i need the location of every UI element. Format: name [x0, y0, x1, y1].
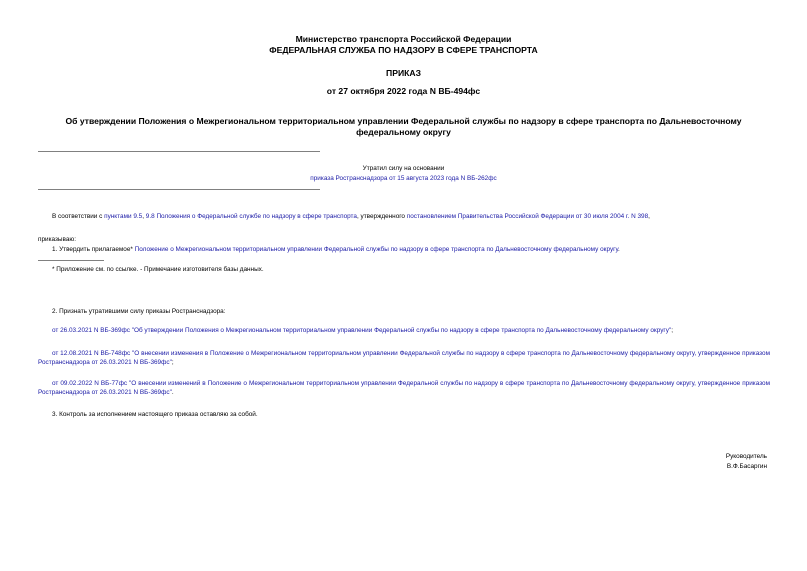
repealed-order-1-link[interactable]: от 26.03.2021 N ВБ-369фс "Об утверждении Положения о Межрегиональном территориальном управлении Федеральной службы по надзору в сфере транспорта по Дальневосточному федеральному округу" [52, 327, 672, 334]
repealed-order-3-link[interactable]: от 09.02.2022 N ВБ-77фс "О внесении изменений в Положение о Межрегиональном территориальном управлении Федеральной службы по надзору в сфере транспорта по Дальневосточному федеральному округу, утвержденное приказом Ространснадзора от 26.03.2021 N ВБ-369фс" [38, 380, 770, 396]
preamble-link-regulation[interactable]: 9.8 Положения о Федеральной службе по надзору в сфере транспорта [145, 213, 357, 220]
order-word: приказываю: [38, 236, 76, 243]
repealed-order-3-end: . [171, 389, 174, 396]
repealed-order-2-end: ; [171, 359, 174, 366]
footnote-divider [38, 260, 104, 261]
preamble-text: , [648, 213, 650, 220]
signature-name: В.Ф.Басаргин [726, 463, 767, 470]
repealed-order-3 [38, 379, 770, 397]
preamble [52, 212, 650, 221]
lost-force-note: Утратил силу на основании [362, 165, 445, 172]
document-title: Об утверждении Положения о Межрегиональном территориальном управлении Федеральной службы по надзору в сфере транспорта по Дальневосточному федеральному округу [65, 116, 742, 137]
item-2: 2. Признать утратившими силу приказы Ространснадзора: [52, 308, 226, 315]
item-1-end: . [618, 246, 620, 253]
divider-bottom [38, 189, 320, 190]
repealed-order-1 [52, 326, 673, 335]
ministry-name: Министерство транспорта Российской Федерации [295, 34, 512, 44]
repealed-order-1-end: ; [671, 327, 673, 334]
preamble-text: , [142, 213, 146, 220]
document-date-number: от 27 октября 2022 года N ВБ-494фс [326, 86, 481, 96]
footnote: * Приложение см. по ссылке. - Примечание изготовителя базы данных. [52, 266, 264, 273]
divider-top [38, 151, 320, 152]
service-name: ФЕДЕРАЛЬНАЯ СЛУЖБА ПО НАДЗОРУ В СФЕРЕ ТРАНСПОРТА [269, 45, 538, 55]
item-1 [52, 245, 620, 254]
document-type: ПРИКАЗ [386, 68, 421, 78]
repealed-order-2-link[interactable]: от 12.08.2021 N ВБ-748фс "О внесении изменения в Положение о Межрегиональном территориальном управлении Федеральной службы по надзору в сфере транспорта по Дальневосточному федеральному округу, утвержденное приказом Ространснадзора от 26.03.2021 N ВБ-369фс" [38, 350, 770, 366]
regulation-link[interactable]: Положение о Межрегиональном территориальном управлении Федеральной службы по надзору в сфере транспорта по Дальневосточному федеральному округу [134, 246, 619, 253]
item-1-text: 1. Утвердить прилагаемое* [52, 246, 135, 253]
lost-force-link[interactable]: приказа Ространснадзора от 15 августа 2023 года N ВБ-262фс [310, 175, 497, 182]
repealed-order-2 [38, 349, 770, 367]
preamble-text: В соответствии с [52, 213, 105, 220]
preamble-link-decree[interactable]: постановлением Правительства Российской Федерации от 30 июля 2004 г. N 398 [406, 213, 649, 220]
item-3: 3. Контроль за исполнением настоящего приказа оставляю за собой. [52, 411, 258, 418]
preamble-text: , утвержденного [356, 213, 407, 220]
signature-position: Руководитель [725, 453, 767, 460]
preamble-link-points[interactable]: пунктами 9.5 [104, 213, 143, 220]
